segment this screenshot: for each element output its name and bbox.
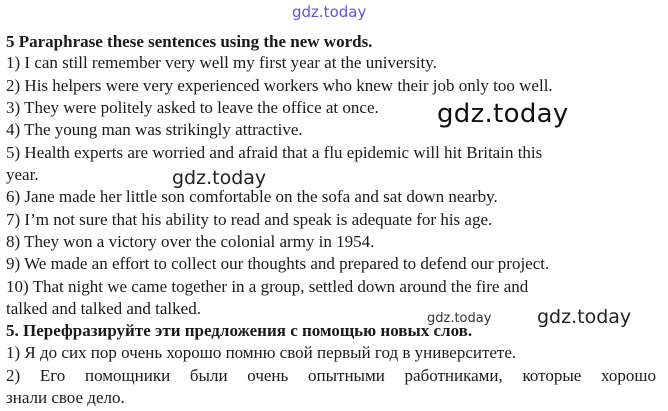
sentence-4: 4) The young man was strikingly attractive.: [6, 120, 303, 139]
sentence-5: 5) Health experts are worried and afraid that a flu epidemic will hit Britain this: [6, 143, 543, 162]
watermark-bottom-right: gdz.today: [537, 306, 632, 328]
ru-sentence-1: 1) Я до сих пор очень хорошо помню свой первый год в университете.: [6, 343, 517, 362]
ru-sentence-2: 2) Его помощники были очень опытными работниками, которые хорошо: [6, 366, 656, 385]
sentence-8: 8) They won a victory over the colonial army in 1954.: [6, 232, 375, 251]
watermark-mid-left: gdz.today: [172, 167, 267, 189]
sentence-2: 2) His helpers were very experienced workers who knew their job only too well.: [6, 76, 553, 95]
sentence-1: 1) I can still remember very well my first year at the university.: [6, 53, 437, 72]
sentence-10-cont: talked and talked and talked.: [6, 299, 201, 318]
sentence-6: 6) Jane made her little son comfortable on the sofa and sat down nearby.: [6, 187, 498, 206]
exercise-heading-ru: 5. Перефразируйте эти предложения с помощью новых слов.: [6, 321, 473, 340]
watermark-top: gdz.today: [292, 3, 367, 21]
watermark-right-large: gdz.today: [437, 99, 569, 129]
sentence-9: 9) We made an effort to collect our thoughts and prepared to defend our project.: [6, 254, 550, 273]
ru-sentence-2-cont: знали свое дело.: [6, 388, 125, 407]
sentence-5-cont: year.: [6, 165, 39, 184]
sentence-3: 3) They were politely asked to leave the office at once.: [6, 98, 379, 117]
watermark-small-center: gdz.today: [427, 311, 492, 326]
exercise-heading-en: 5 Paraphrase these sentences using the new words.: [6, 32, 373, 51]
sentence-10: 10) That night we came together in a group, settled down around the fire and: [6, 277, 529, 296]
sentence-7: 7) I’m not sure that his ability to read and speak is adequate for his age.: [6, 210, 493, 229]
